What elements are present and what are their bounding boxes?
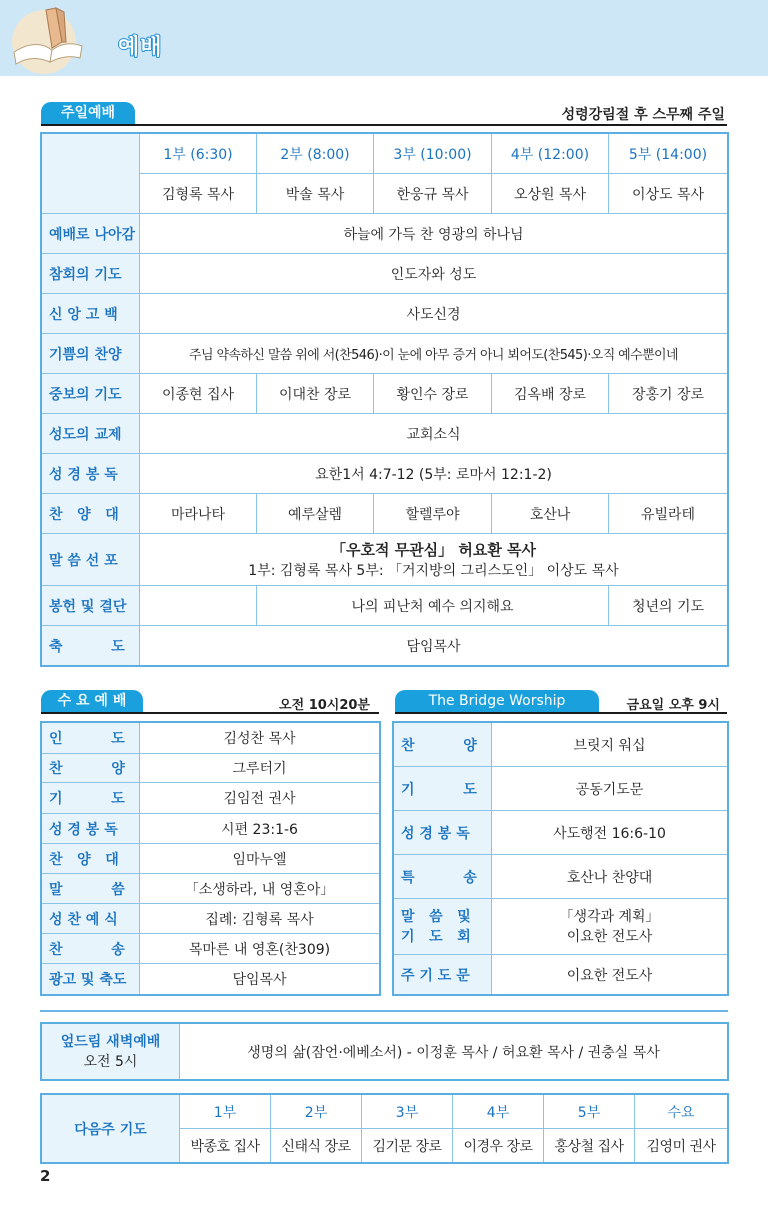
praying-hands-bible-icon <box>6 2 88 74</box>
wednesday-time: 오전 10시20분 <box>279 698 370 713</box>
next-week-name: 홍상철 집사 <box>544 1129 635 1163</box>
row-value-creed: 사도신경 <box>140 294 728 334</box>
bridge-word-speaker: 이요한 전도사 <box>566 928 653 945</box>
service-pastor: 김형록 목사 <box>140 174 257 214</box>
sermon-subtitle: 1부: 김형록 목사 5부: 「거지방의 그리스도인」 이상도 목사 <box>248 562 619 579</box>
row-value-repent: 인도자와 성도 <box>140 254 728 294</box>
service-time: 5부 (14:00) <box>609 134 728 174</box>
wed-row-value: 담임목사 <box>140 964 380 995</box>
row-label-intercession: 중보의 기도 <box>42 374 140 414</box>
service-pastor: 한웅규 목사 <box>374 174 492 214</box>
row-value-offering-youth: 청년의 기도 <box>609 586 728 626</box>
wed-row-label: 광고 및 축도 <box>42 964 140 995</box>
row-label-repent: 참회의 기도 <box>42 254 140 294</box>
next-week-prayer-table <box>41 1094 728 1163</box>
service-time: 2부 (8:00) <box>257 134 374 174</box>
wed-row-label: 기 도 <box>42 783 140 814</box>
dawn-service-table <box>41 1023 728 1080</box>
bridge-word-title: 「생각과 계획」 <box>559 908 660 925</box>
sermon-title: 「우호적 무관심」 허요환 목사 <box>330 540 537 559</box>
service-pastor: 오상원 목사 <box>492 174 609 214</box>
wed-row-label: 인 도 <box>42 723 140 754</box>
dawn-value: 생명의 삶(잠언·에베소서) - 이정훈 목사 / 허요환 목사 / 권충실 목사 <box>180 1024 728 1080</box>
bridge-tab: The Bridge Worship <box>395 690 599 712</box>
next-week-header: 수요 <box>635 1095 728 1129</box>
page-title: 예배 <box>118 35 163 60</box>
next-week-header: 2부 <box>271 1095 362 1129</box>
choir-name: 유빌라테 <box>609 494 728 534</box>
row-label-call: 예배로 나아감 <box>42 214 140 254</box>
bridge-service-table <box>393 722 728 995</box>
intercessor: 황인수 장로 <box>374 374 492 414</box>
bridge-row-value: 공동기도문 <box>492 767 728 811</box>
row-label-joy: 기쁨의 찬양 <box>42 334 140 374</box>
bridge-closing-label: 주 기 도 문 <box>394 955 492 995</box>
dawn-label-title: 엎드림 새벽예배 <box>60 1033 161 1050</box>
row-label-reading: 성 경 봉 독 <box>42 454 140 494</box>
choir-name: 예루살렘 <box>257 494 374 534</box>
next-week-name: 이경우 장로 <box>453 1129 544 1163</box>
bridge-row-label: 찬 양 <box>394 723 492 767</box>
service-pastor: 이상도 목사 <box>609 174 728 214</box>
wed-row-value: 목마른 내 영혼(찬309) <box>140 934 380 964</box>
header-banner <box>0 0 768 76</box>
bridge-word-label-line: 기 도 회 <box>401 928 471 945</box>
choir-name: 마라나타 <box>140 494 257 534</box>
row-value-call: 하늘에 가득 찬 영광의 하나님 <box>140 214 728 254</box>
next-week-header: 5부 <box>544 1095 635 1129</box>
wed-row-value: 「소생하라, 내 영혼아」 <box>140 874 380 904</box>
row-label-choir: 찬 양 대 <box>42 494 140 534</box>
next-week-header: 1부 <box>180 1095 271 1129</box>
page-number: 2 <box>40 1167 51 1185</box>
row-label-fellowship: 성도의 교제 <box>42 414 140 454</box>
sunday-service-table <box>41 133 728 666</box>
intercessor: 장홍기 장로 <box>609 374 728 414</box>
next-week-label: 다음주 기도 <box>42 1095 180 1163</box>
wednesday-service-table <box>41 722 380 995</box>
next-week-name: 김영미 권사 <box>635 1129 728 1163</box>
bridge-row-value: 호산나 찬양대 <box>492 855 728 899</box>
row-value-sermon <box>140 534 728 586</box>
section-divider <box>40 1010 728 1012</box>
offering-empty-cell <box>140 586 257 626</box>
bridge-time: 금요일 오후 9시 <box>626 698 720 713</box>
wed-row-label: 찬 양 <box>42 754 140 783</box>
intercessor: 이종현 집사 <box>140 374 257 414</box>
choir-name: 호산나 <box>492 494 609 534</box>
row-label-sermon: 말 씀 선 포 <box>42 534 140 586</box>
bridge-word-label-line: 말 씀 및 <box>401 908 471 925</box>
sunday-tab: 주일예배 <box>41 102 135 124</box>
dawn-label <box>42 1024 180 1080</box>
wed-row-value: 김성찬 목사 <box>140 723 380 754</box>
bridge-row-label: 기 도 <box>394 767 492 811</box>
wed-row-label: 찬 송 <box>42 934 140 964</box>
row-label-creed: 신 앙 고 백 <box>42 294 140 334</box>
bridge-word-label <box>394 899 492 955</box>
wed-row-value: 그루터기 <box>140 754 380 783</box>
sunday-tab-underline <box>41 124 727 126</box>
row-label-benediction: 축 도 <box>42 626 140 666</box>
row-value-joy: 주님 약속하신 말씀 위에 서(찬546)·이 눈에 아무 증거 아니 뵈어도(찬545)·오직 예수뿐이네 <box>140 334 728 374</box>
row-value-benediction: 담임목사 <box>140 626 728 666</box>
bridge-word-value <box>492 899 728 955</box>
service-time: 3부 (10:00) <box>374 134 492 174</box>
next-week-name: 박종호 집사 <box>180 1129 271 1163</box>
row-value-offering: 나의 피난처 예수 의지해요 <box>257 586 609 626</box>
service-time: 4부 (12:00) <box>492 134 609 174</box>
intercessor: 이대찬 장로 <box>257 374 374 414</box>
service-time: 1부 (6:30) <box>140 134 257 174</box>
wed-row-label: 성 찬 예 식 <box>42 904 140 934</box>
row-value-fellowship: 교회소식 <box>140 414 728 454</box>
sunday-subtitle: 성령강림절 후 스무째 주일 <box>561 107 725 123</box>
next-week-header: 3부 <box>362 1095 453 1129</box>
wed-row-value: 김임전 권사 <box>140 783 380 814</box>
row-value-reading: 요한1서 4:7-12 (5부: 로마서 12:1-2) <box>140 454 728 494</box>
next-week-name: 김기문 장로 <box>362 1129 453 1163</box>
bridge-row-label: 성 경 봉 독 <box>394 811 492 855</box>
dawn-label-time: 오전 5시 <box>83 1053 138 1070</box>
bridge-closing-value: 이요한 전도사 <box>492 955 728 995</box>
bridge-row-value: 사도행전 16:6-10 <box>492 811 728 855</box>
bridge-row-value: 브릿지 워십 <box>492 723 728 767</box>
intercessor: 김옥배 장로 <box>492 374 609 414</box>
row-label-offering: 봉헌 및 결단 <box>42 586 140 626</box>
service-pastor: 박솔 목사 <box>257 174 374 214</box>
wed-row-label: 찬 양 대 <box>42 844 140 874</box>
corner-cell <box>42 134 140 214</box>
wed-row-label: 말 씀 <box>42 874 140 904</box>
bridge-row-label: 특 송 <box>394 855 492 899</box>
next-week-name: 신태식 장로 <box>271 1129 362 1163</box>
wednesday-tab: 수 요 예 배 <box>41 690 143 712</box>
next-week-header: 4부 <box>453 1095 544 1129</box>
wed-row-value: 임마누엘 <box>140 844 380 874</box>
choir-name: 할렐루야 <box>374 494 492 534</box>
wed-row-label: 성 경 봉 독 <box>42 814 140 844</box>
wed-row-value: 시편 23:1-6 <box>140 814 380 844</box>
wed-row-value: 집례: 김형록 목사 <box>140 904 380 934</box>
